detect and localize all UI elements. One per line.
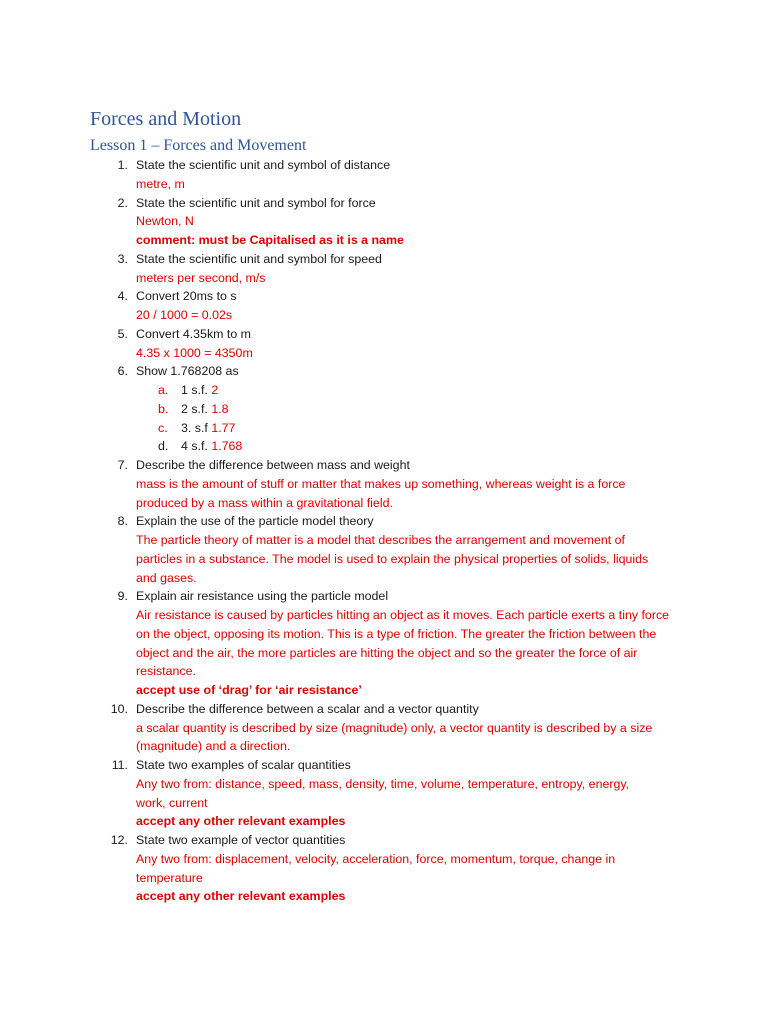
question-item [0,700,768,756]
answer-text: Any two from: displacement, velocity, acceleration, force, momentum, torque, change in [136,851,616,866]
question-item [0,831,768,906]
question-number: 6. [117,364,128,379]
answer-text: on the object, opposing its motion. This is a type of friction. The greater the friction between the [136,626,657,641]
sub-item-label: 4 s.f. [181,439,212,454]
sub-item-answer: 1.77 [211,420,236,435]
question-item [0,512,768,587]
answer-text: mass is the amount of stuff or matter that makes up something, whereas weight is a force [136,476,626,491]
question-text: Explain the use of the particle model theory [136,514,374,529]
answer-text: Air resistance is caused by particles hitting an object as it moves. Each particle exerts a tiny force [136,608,670,622]
question-number: 10. [110,701,128,716]
question-item [0,325,768,363]
question-number: 11. [111,758,128,772]
sub-item-answer: 2 [211,383,219,397]
sub-item [136,400,768,419]
question-number: 5. [117,326,128,341]
answer-text: resistance. [136,664,196,679]
sub-item-letter: c. [158,420,168,435]
answer-text: The particle theory of matter is a model that describes the arrangement and movement of [136,533,625,547]
marking-note: accept any other relevant examples [136,814,346,829]
question-text: Describe the difference between a scalar and a vector quantity [136,701,479,716]
question-number: 9. [117,589,128,604]
question-text: Explain air resistance using the particle model [136,589,389,604]
question-list [0,156,768,906]
question-text: Describe the difference between mass and weight [136,458,410,472]
sub-item-answer: 1.768 [211,439,243,454]
question-number: 8. [117,514,128,529]
question-number: 2. [117,195,128,210]
answer-text: particles in a substance. The model is used to explain the physical properties of solids, liquids [136,551,649,566]
answer-text: 4.35 x 1000 = 4350m [136,345,253,360]
question-text: State two examples of scalar quantities [136,758,351,772]
answer-text: a scalar quantity is described by size (magnitude) only, a vector quantity is described by a size [136,720,653,735]
question-item [0,456,768,512]
question-number: 12. [110,833,128,847]
question-item [0,362,768,456]
question-item [0,194,768,250]
marking-note: accept use of ‘drag’ for ‘air resistance’ [136,683,362,697]
question-text: State the scientific unit and symbol for force [136,195,376,210]
answer-text: temperature [136,870,203,885]
question-text: State two example of vector quantities [136,833,346,847]
question-item [0,287,768,325]
answer-text: Any two from: distance, speed, mass, density, time, volume, temperature, entropy, energy, [136,776,630,791]
answer-text: work, current [136,795,208,810]
question-text: Convert 20ms to s [136,289,237,304]
sub-item [136,381,768,400]
question-number: 7. [117,458,128,472]
sub-item-label: 2 s.f. [181,401,212,416]
answer-text: meters per second, m/s [136,270,266,285]
lesson-title: Lesson 1 – Forces and Movement [90,137,307,154]
sub-item-answer: 1.8 [211,401,229,416]
question-text: Convert 4.35km to m [136,326,252,341]
question-item [0,250,768,288]
answer-text: and gases. [136,570,197,585]
question-text: Show 1.768208 as [136,364,239,379]
answer-text: metre, m [136,176,185,191]
sub-item-letter: a. [158,383,169,397]
question-item [0,156,768,194]
question-number: 4. [117,289,128,304]
sub-item-letter: b. [158,401,169,416]
answer-text: produced by a mass within a gravitational field. [136,495,393,510]
sub-item-label: 3. s.f [181,420,212,435]
marking-note: comment: must be Capitalised as it is a name [136,233,404,247]
answer-text: (magnitude) and a direction. [136,739,291,754]
question-item [0,756,768,831]
answer-text: object and the air, the more particles are hitting the object and so the greater the force of air [136,645,638,660]
answer-text: 20 / 1000 = 0.02s [136,308,233,322]
answer-text: Newton, N [136,214,194,229]
marking-note: accept any other relevant examples [136,889,346,904]
question-item [0,587,768,700]
question-number: 3. [117,251,128,266]
page-title: Forces and Motion [90,108,242,130]
sub-item-letter: d. [158,439,169,454]
question-number: 1. [117,158,128,172]
sub-item [136,419,768,438]
question-text: State the scientific unit and symbol of distance [136,158,391,172]
sub-item-label: 1 s.f. [181,383,212,397]
sub-item [136,437,768,456]
question-text: State the scientific unit and symbol for speed [136,251,382,266]
